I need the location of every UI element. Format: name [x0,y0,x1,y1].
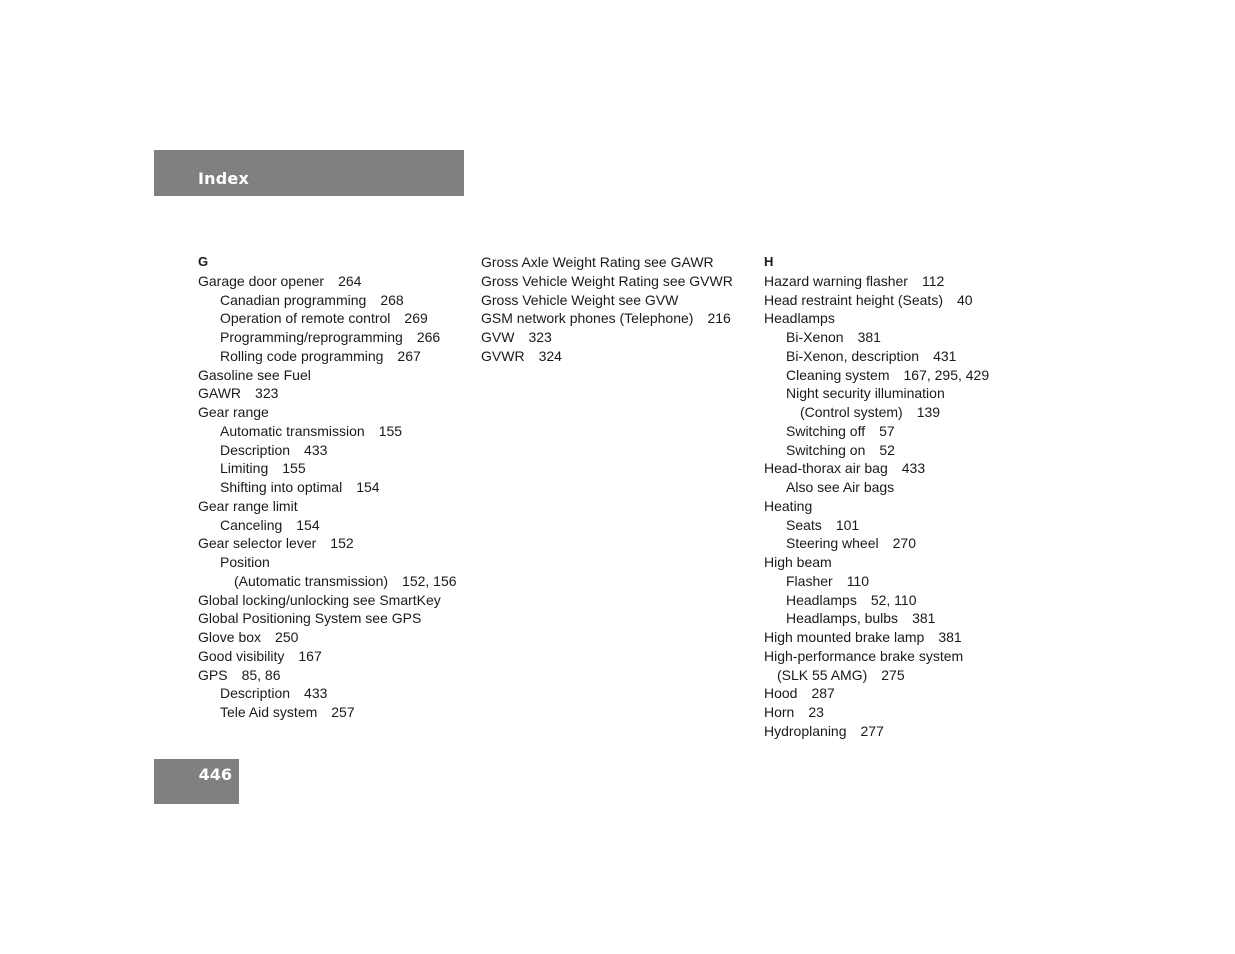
index-entry-term: Head restraint height (Seats) [764,291,943,308]
index-entry-term: Good visibility [198,647,285,664]
index-entry [198,478,457,497]
index-entry-pages: 152 [330,535,354,552]
index-entry-pages: 264 [338,272,362,289]
index-entry-term: Canadian programming [220,291,367,308]
index-entry-term: Programming/reprogramming [220,329,403,345]
index-entry-term: Cleaning system [786,366,890,383]
index-entry-term: Gross Axle Weight Rating see GAWR [481,254,714,270]
index-entry [198,684,457,703]
index-entry-term: Hazard warning flasher [764,272,908,289]
index-entry-term: Switching on [786,441,866,458]
index-entry-pages: 155 [282,460,306,477]
index-entry-term: (Control system) [800,404,903,420]
index-entry-term: High beam [764,554,832,570]
index-entry-term: Headlamps [764,310,835,327]
index-entry-term: GPS [198,666,228,683]
page-number-box [154,759,239,804]
index-entry-term: Bi-Xenon [786,329,844,345]
index-entry-term: Horn [764,704,795,720]
index-entry [764,328,989,347]
index-entry-term: Hood [764,685,798,702]
index-letter-heading [198,253,457,272]
index-entry-pages: 268 [380,291,404,308]
index-entry-pages: 216 [707,310,731,327]
index-entry-pages: 257 [331,704,355,720]
index-entry-pages: 433 [304,441,328,458]
index-entry [764,497,989,516]
index-entry [198,609,457,628]
index-entry-term: Shifting into optimal [220,479,343,495]
index-entry [198,403,457,422]
index-entry-pages: 277 [860,722,884,739]
index-entry [481,253,733,272]
index-entry [764,422,989,441]
index-entry [198,347,457,366]
index-entry [481,347,733,366]
index-entry-term: Description [220,685,291,702]
index-entry-pages: 381 [938,629,962,645]
index-entry-term: Gross Vehicle Weight Rating see GVWR [481,272,733,289]
index-entry-term: H [764,254,774,269]
index-entry-term: Global locking/unlocking see SmartKey [198,591,441,608]
index-entry-pages: 381 [857,329,881,345]
index-entry-pages: 324 [538,347,562,364]
index-entry-term: Tele Aid system [220,704,318,720]
index-entry-term: GVWR [481,347,525,364]
index-entry-pages: 275 [881,666,905,683]
index-entry [764,553,989,572]
index-entry-term: Steering wheel [786,535,879,552]
index-entry-term: Gross Vehicle Weight see GVW [481,291,679,308]
index-entry-term: GAWR [198,385,242,402]
index-entry [198,628,457,647]
index-header-tab [154,150,464,196]
index-entry-pages: 101 [835,516,860,533]
index-entry-pages: 112 [921,272,945,289]
index-entry [198,328,457,347]
index-entry-pages: 167, 295, 429 [903,366,990,383]
index-entry [481,291,733,310]
index-entry [764,384,989,403]
index-entry [764,572,989,591]
index-entry-pages: 381 [912,610,936,627]
index-entry-pages: 154 [296,516,320,533]
index-entry-pages: 431 [933,347,957,364]
index-entry-term: Switching off [786,422,866,439]
index-column-1 [198,253,457,722]
index-letter-heading [764,253,989,272]
index-entry [198,272,457,291]
index-entry [764,703,989,722]
index-entry [764,722,989,741]
index-entry-term: GVW [481,329,515,345]
index-entry [764,272,989,291]
index-entry [198,497,457,516]
index-entry [764,534,989,553]
index-entry-pages: 270 [892,535,916,552]
index-entry-term: Headlamps [786,591,857,608]
index-entry [198,441,457,460]
index-entry-term: GSM network phones (Telephone) [481,310,694,327]
index-entry [198,666,457,685]
index-entry-pages: 266 [416,329,441,345]
index-entry [198,572,457,591]
index-entry-pages: 433 [901,460,926,477]
index-entry [764,478,989,497]
index-entry-term: Headlamps, bulbs [786,610,899,627]
index-entry [764,609,989,628]
index-entry-term: Also see Air bags [786,479,895,495]
index-entry-pages: 155 [378,422,403,439]
index-entry-term: Heating [764,497,813,514]
index-entry [198,291,457,310]
index-entry [764,516,989,535]
index-entry [764,441,989,460]
index-entry-pages: 433 [304,685,328,702]
index-entry-term: Description [220,441,291,458]
index-entry-term: High-performance brake system [764,647,964,664]
index-entry-term: Head-thorax air bag [764,460,888,477]
index-entry-pages: 323 [255,385,279,402]
index-entry-pages: 139 [916,404,941,420]
index-entry-term: Operation of remote control [220,310,391,327]
index-entry [481,272,733,291]
index-entry [764,591,989,610]
index-entry-pages: 40 [956,291,973,308]
index-entry [481,328,733,347]
index-entry-term: Limiting [220,460,269,477]
index-entry-term: Global Positioning System see GPS [198,610,422,627]
index-entry-term: Flasher [786,572,833,589]
index-entry [198,384,457,403]
index-entry [198,647,457,666]
index-entry [198,534,457,553]
index-entry-pages: 167 [298,647,322,664]
index-entry-pages: 152, 156 [402,572,457,589]
index-entry-term: High mounted brake lamp [764,629,925,645]
index-entry [198,516,457,535]
index-entry-pages: 52 [879,441,895,458]
index-entry [764,666,989,685]
index-entry [198,309,457,328]
page-number: 446 [198,765,232,784]
index-column-3 [764,253,989,741]
index-entry [764,309,989,328]
index-entry-term: Automatic transmission [220,422,365,439]
index-entry-term: Bi-Xenon, description [786,347,920,364]
index-entry-term: Gasoline see Fuel [198,366,311,383]
index-entry [198,366,457,385]
index-entry [198,422,457,441]
index-entry-pages: 269 [404,310,428,327]
index-entry [764,684,989,703]
index-entry-pages: 23 [808,704,824,720]
page-title: Index [198,169,249,188]
index-entry-pages: 154 [356,479,380,495]
index-entry-term: Gear range [198,404,269,420]
index-entry [764,647,989,666]
index-entry [198,591,457,610]
index-entry-pages: 323 [528,329,552,345]
index-entry [198,553,457,572]
index-entry-term: Seats [786,516,822,533]
index-entry-term: Night security illumination [786,385,945,402]
index-entry [198,703,457,722]
index-entry [764,628,989,647]
index-entry-pages: 287 [811,685,835,702]
index-entry [764,459,989,478]
index-entry-term: Canceling [220,516,283,533]
index-entry [764,347,989,366]
index-entry-pages: 85, 86 [241,666,281,683]
index-entry-pages: 57 [879,422,895,439]
index-entry-term: Hydroplaning [764,722,847,739]
index-entry-term: Gear selector lever [198,535,317,552]
index-column-2 [481,253,733,366]
index-entry [764,291,989,310]
index-entry-term: Glove box [198,629,262,645]
index-entry [764,366,989,385]
index-entry-term: (SLK 55 AMG) [777,666,868,683]
index-entry-term: Gear range limit [198,497,298,514]
index-entry-pages: 267 [397,347,421,364]
index-entry-pages: 52, 110 [870,591,917,608]
index-entry-pages: 250 [275,629,299,645]
index-entry [198,459,457,478]
index-entry [764,403,989,422]
index-entry-term: Garage door opener [198,272,325,289]
index-entry-term: (Automatic transmission) [234,572,389,589]
index-entry-term: Rolling code programming [220,347,384,364]
index-entry-pages: 110 [846,572,870,589]
index-entry-term: G [198,254,209,269]
index-entry [481,309,733,328]
index-entry-term: Position [220,554,270,570]
